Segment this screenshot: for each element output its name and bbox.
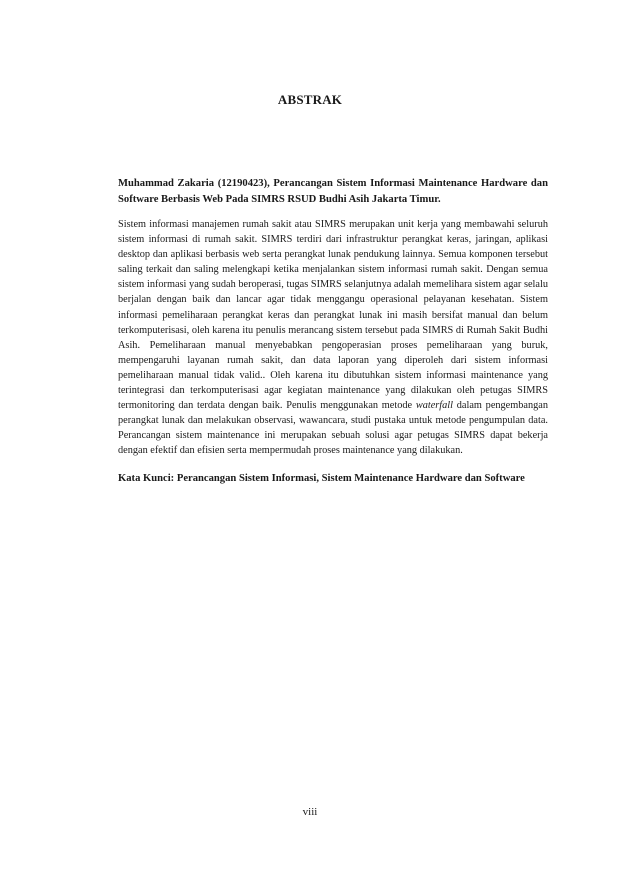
thesis-citation: Muhammad Zakaria (12190423), Perancangan Sistem Informasi Maintenance Hardware dan Software Berbasis Web Pada SIMRS RSUD Budhi Asih Jakarta Timur. xyxy=(118,178,548,205)
abstract-body-text-2: dalam pengembangan perangkat lunak dan melakukan observasi, wawancara, studi pustaka untuk metode pengumpulan data. Perancangan sistem maintenance ini merupakan sebuah solusi agar petugas SIMRS dapat bekerja dengan efektif dan efisien serta mempermudah proses maintenance yang dilakukan. xyxy=(118,400,548,457)
keywords: Kata Kunci: Perancangan Sistem Informasi, Sistem Maintenance Hardware dan Software xyxy=(118,472,525,484)
abstract-content xyxy=(118,176,548,487)
abstract-body xyxy=(118,217,548,459)
abstract-italic-term: waterfall xyxy=(415,400,454,412)
page-title: ABSTRAK xyxy=(277,92,343,107)
page-number: viii xyxy=(302,806,318,818)
abstract-body-text-1: Sistem informasi manajemen rumah sakit atau SIMRS merupakan unit kerja yang membawahi seluruh sistem informasi di rumah sakit. SIMRS terdiri dari infrastruktur perangkat keras, jaringan, aplikasi desktop dan aplikasi berbasis web serta perangkat lunak pendukung lainnya. Semua komponen tersebut saling terkait dan saling melengkapi ketika menjalankan sistem informasi rumah sakit. Dengan semua sistem informasi yang sudah beroperasi, tugas SIMRS selanjutnya adalah memelihara sistem agar selalu berjalan dengan baik dan lancar agar tidak menggangu operasional pelayanan kesehatan. Sistem informasi pemeliharaan perangkat keras dan perangkat lunak ini masih bersifat manual dan belum terkomputerisasi, oleh karena itu penulis merancang sistem tersebut pada SIMRS di Rumah Sakit Budhi Asih. Pemeliharaan manual menyebabkan pengoperasian proses pemeliharaan yang buruk, mempengaruhi layanan rumah sakit, dan data laporan yang diperoleh dari sistem informasi pemeliharaan manual tidak valid.. Oleh karena itu dibutuhkan sistem informasi maintenance yang terintegrasi dan terkomputerisasi agar kegiatan maintenance yang dilakukan oleh petugas SIMRS termonitoring dan terdata dengan baik. Penulis menggunakan metode xyxy=(118,219,548,412)
